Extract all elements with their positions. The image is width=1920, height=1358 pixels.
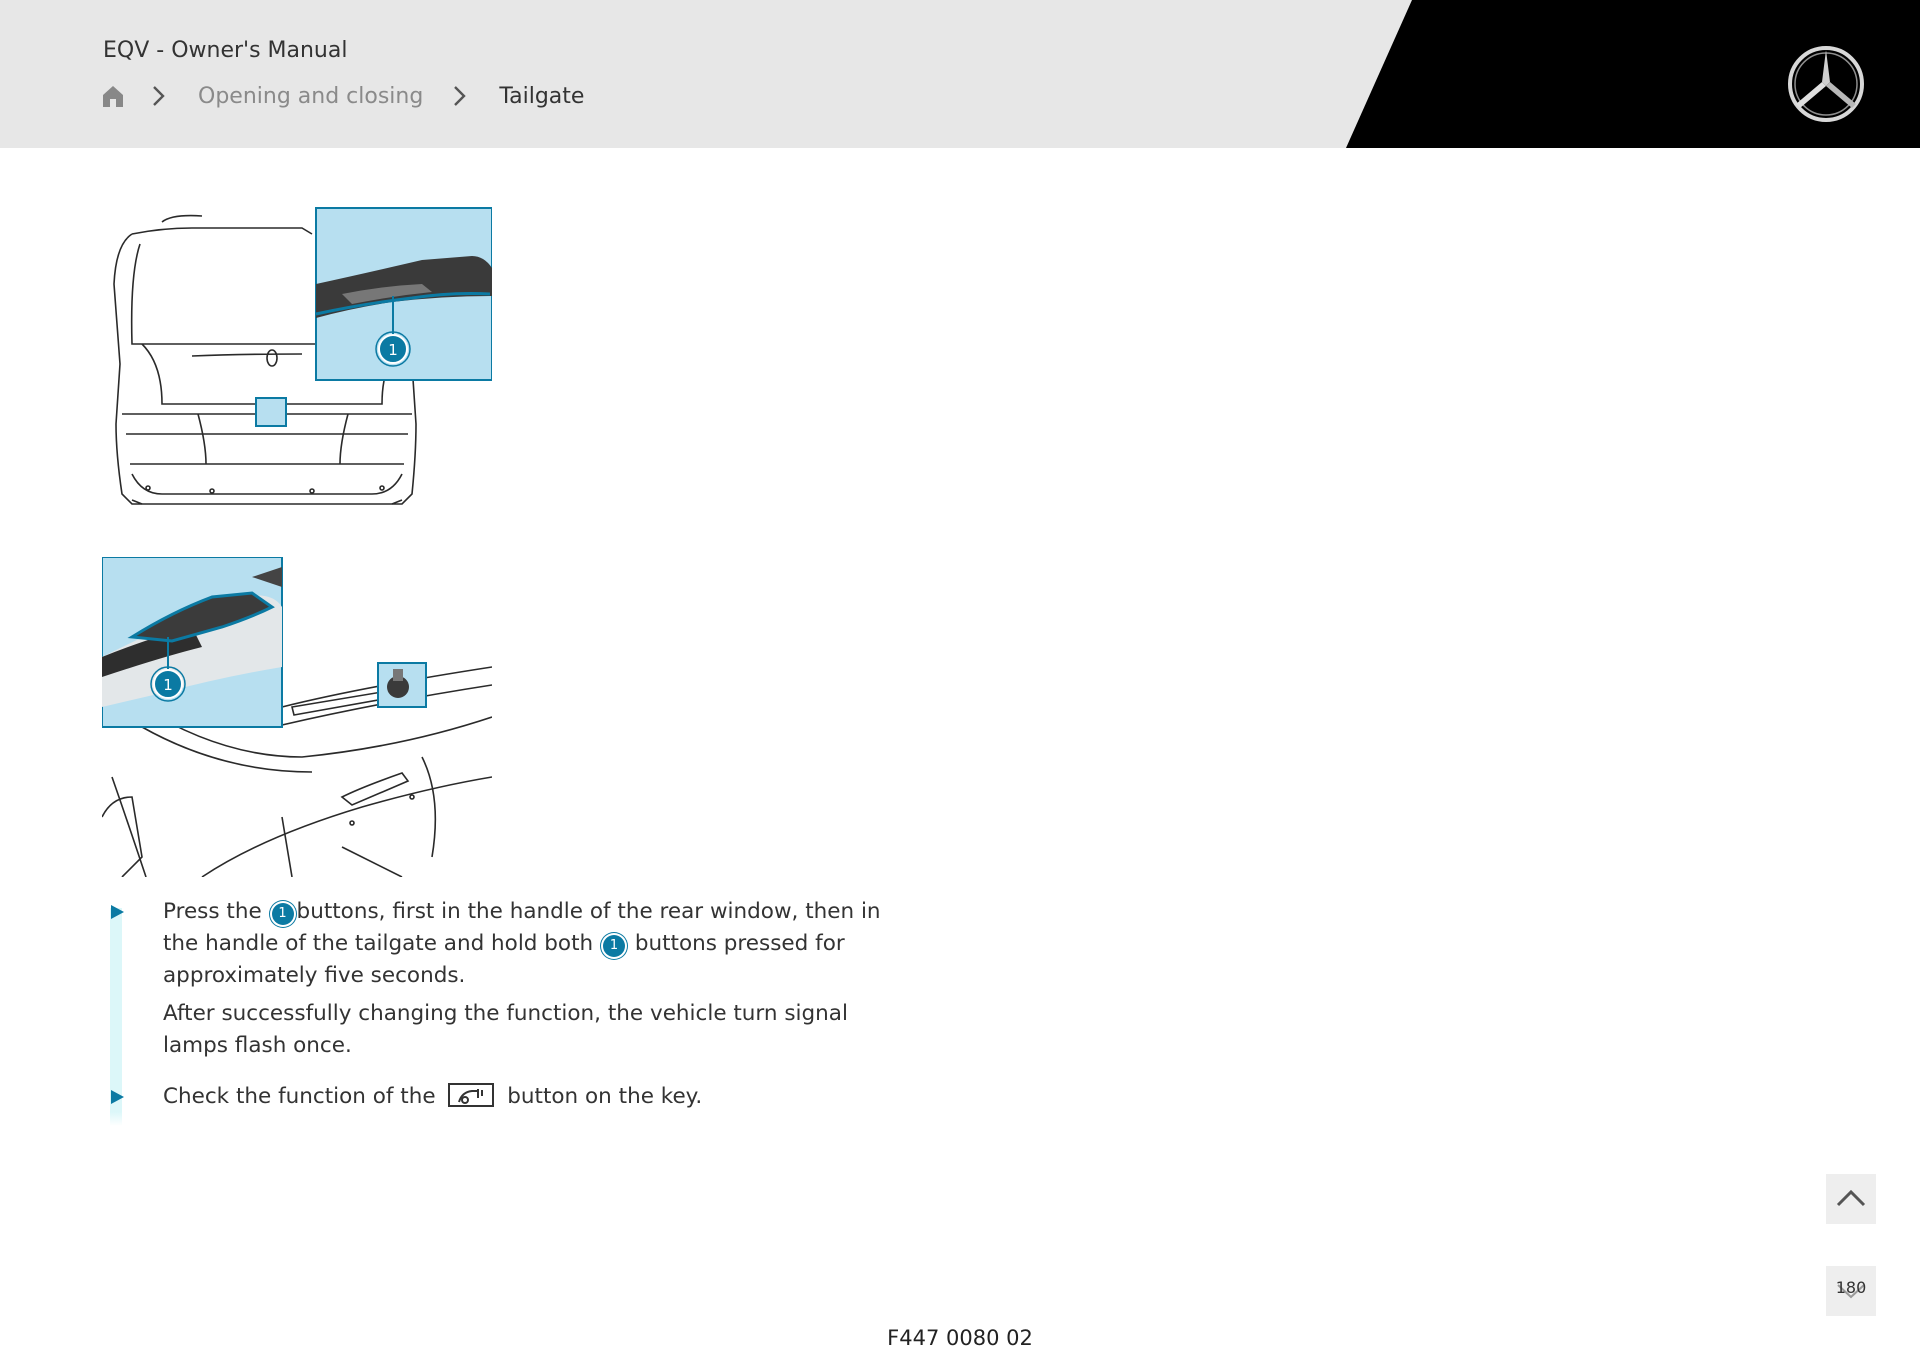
chevron-up-icon xyxy=(1826,1174,1876,1224)
step-arrow-icon xyxy=(111,905,124,919)
chevron-right-icon xyxy=(150,84,168,108)
rear-window-handle-illustration xyxy=(102,204,492,520)
breadcrumb xyxy=(100,78,584,114)
step1-text-part1: Press the xyxy=(163,899,269,924)
home-icon[interactable] xyxy=(100,83,126,109)
figure-code: F447 0080 02 xyxy=(887,1326,1033,1350)
step-side-bar xyxy=(110,908,122,1112)
svg-text:1: 1 xyxy=(388,341,398,359)
svg-text:1: 1 xyxy=(163,676,173,694)
page-header xyxy=(0,0,1920,148)
step1-text-part3: buttons pressed for approximately five seconds. xyxy=(163,931,845,988)
tailgate-handle-illustration xyxy=(102,557,492,877)
page-number-button[interactable] xyxy=(1826,1266,1876,1316)
step1-text-part2: buttons, first in the handle of the rear window, then in the handle of the tailgate and hold both xyxy=(163,899,881,956)
chevron-right-icon xyxy=(451,84,469,108)
manual-title: EQV - Owner's Manual xyxy=(103,38,348,63)
breadcrumb-opening-and-closing[interactable]: Opening and closing xyxy=(198,83,424,109)
mercedes-star-icon xyxy=(1786,44,1866,124)
instruction-step-1-result: After successfully changing the function, the vehicle turn signal lamps flash once. xyxy=(163,1001,848,1058)
page-number: 180 xyxy=(1835,1278,1867,1297)
callout-1-badge: 1 xyxy=(603,935,625,957)
instruction-step-1 xyxy=(163,896,903,992)
step-side-bar-fade xyxy=(110,1112,122,1126)
breadcrumb-current-tailgate: Tailgate xyxy=(499,83,585,109)
step-arrow-icon xyxy=(111,1090,124,1104)
step2-text-part2: button on the key. xyxy=(500,1084,703,1109)
scroll-up-button[interactable] xyxy=(1826,1174,1876,1224)
step2-text-part1: Check the function of the xyxy=(163,1084,443,1109)
callout-1-badge: 1 xyxy=(272,903,294,925)
tailgate-key-button-icon xyxy=(448,1083,494,1107)
instruction-step-2 xyxy=(163,1081,903,1113)
